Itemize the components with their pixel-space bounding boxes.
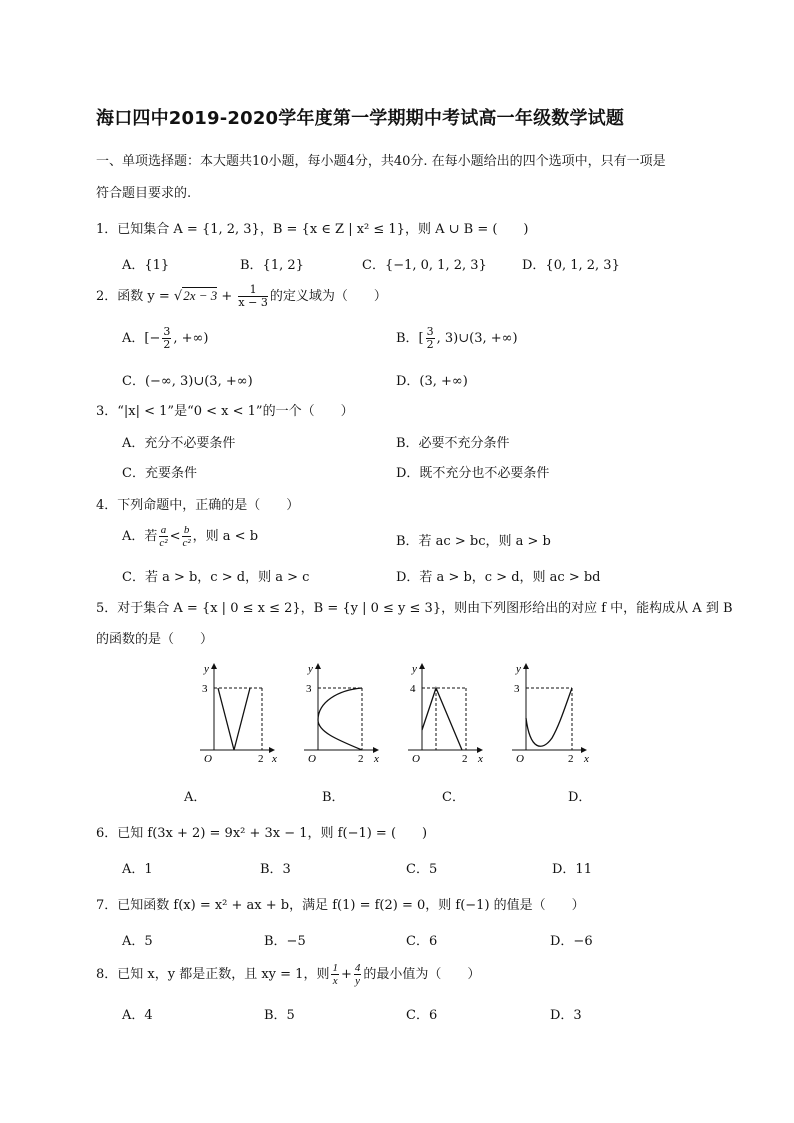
q7-stem: 7．已知函数 f(x) = x² + ax + b，满足 f(1) = f(2) = 0，则 f(−1) 的值是（ ）: [96, 898, 585, 913]
graph-a-xmax: 2: [258, 753, 264, 765]
graph-c-ymax: 4: [410, 683, 416, 695]
graph-b-xmax: 2: [358, 753, 364, 765]
q3-option-b: B．必要不充分条件: [396, 436, 510, 451]
q7-option-d: D．−6: [550, 934, 593, 949]
graph-d-origin: O: [516, 753, 524, 765]
graph-a-curve: [218, 688, 250, 750]
graph-a-ymax: 3: [202, 683, 208, 695]
q5-stem: 5．对于集合 A = {x | 0 ≤ x ≤ 2}，B = {y | 0 ≤ y ≤ 3}，则由下列图形给出的对应 f 中，能构成从 A 到 B: [96, 601, 733, 616]
graph-c-xmax: 2: [462, 753, 468, 765]
section-instructions-line1: 一、单项选择题：本大题共10小题，每小题4分，共40分. 在每小题给出的四个选项中，只有一项是: [96, 154, 666, 169]
q8-option-c: C．6: [406, 1008, 438, 1023]
graph-b: [304, 663, 379, 765]
graph-b-curve: [318, 688, 362, 750]
graph-d: [512, 663, 589, 765]
q2-option-d: D．(3, +∞): [396, 374, 468, 389]
q6-option-d: D．11: [552, 862, 592, 877]
q1-option-b: B．{1, 2}: [240, 258, 304, 273]
q8-stem: 8．已知 x，y 都是正数，且 xy = 1，则 $\frac{1}{x}$ + $\frac{4}{y}$ 的最小值为（ ）: [96, 962, 481, 987]
q4-option-a: A．若 $\frac{a}{\text{c²}}$ < $\frac{b}{\text{c²}}$ ，则 a < b: [122, 524, 259, 549]
page-title: 海口四中2019-2020学年度第一学期期中考试高一年级数学试题: [96, 108, 625, 129]
q1-stem: 1．已知集合 A = {1, 2, 3}，B = {x ∈ Z | x² ≤ 1}，则 A ∪ B = ( ): [96, 222, 529, 237]
q8-option-a: A．4: [122, 1008, 153, 1023]
graph-a-origin: O: [204, 753, 212, 765]
q5-label-c: C．: [442, 790, 465, 805]
q4-option-b: B．若 ac > bc，则 a > b: [396, 534, 551, 549]
q3-option-c: C．充要条件: [122, 466, 197, 481]
q5-graphs: [190, 660, 600, 770]
q7-option-b: B．−5: [264, 934, 306, 949]
q6-option-a: A．1: [122, 862, 153, 877]
q8-option-d: D．3: [550, 1008, 582, 1023]
q7-option-c: C．6: [406, 934, 438, 949]
graph-a: [200, 663, 277, 765]
graph-a-x-label: x: [272, 753, 277, 765]
q8-option-b: B．5: [264, 1008, 295, 1023]
graph-d-x-label: x: [584, 753, 589, 765]
q4-stem: 4．下列命题中，正确的是（ ）: [96, 498, 300, 513]
q5-label-d: D．: [568, 790, 592, 805]
q4-option-c: C．若 a > b，c > d，则 a > c: [122, 570, 310, 585]
q4-option-d: D．若 a > b，c > d，则 ac > bd: [396, 570, 601, 585]
q5-stem-line2: 的函数的是（ ）: [96, 632, 214, 647]
q6-stem: 6．已知 f(3x + 2) = 9x² + 3x − 1，则 f(−1) = ( ): [96, 826, 428, 841]
graph-b-y-label: y: [308, 663, 313, 675]
q1-option-c: C．{−1, 0, 1, 2, 3}: [362, 258, 487, 273]
graph-b-origin: O: [308, 753, 316, 765]
section-instructions-line2: 符合题目要求的.: [96, 186, 192, 201]
graph-c: [408, 663, 483, 765]
graph-a-y-label: y: [204, 663, 209, 675]
q7-option-a: A．5: [122, 934, 153, 949]
q5-label-a: A．: [184, 790, 207, 805]
q2-option-c: C．(−∞, 3)∪(3, +∞): [122, 374, 253, 389]
graph-b-x-label: x: [374, 753, 379, 765]
graph-d-ymax: 3: [514, 683, 520, 695]
graph-d-xmax: 2: [568, 753, 574, 765]
graph-c-x-label: x: [478, 753, 483, 765]
q6-option-b: B．3: [260, 862, 291, 877]
q1-option-d: D．{0, 1, 2, 3}: [522, 258, 620, 273]
q2-option-b: B．[ $\frac{3}{2}$ , 3)∪(3, +∞): [396, 325, 518, 351]
q6-option-c: C．5: [406, 862, 438, 877]
graph-d-curve: [526, 688, 572, 746]
graph-b-ymax: 3: [306, 683, 312, 695]
q2-stem: 2．函数 y = √2x − 3 + $\frac{1}{x - 3}$ 的定义域为（ ）: [96, 283, 387, 309]
q3-option-d: D．既不充分也不必要条件: [396, 466, 550, 481]
q1-option-a: A．{1}: [122, 258, 170, 273]
graph-d-y-label: y: [516, 663, 521, 675]
graph-c-y-label: y: [412, 663, 417, 675]
graph-c-origin: O: [412, 753, 420, 765]
q3-option-a: A．充分不必要条件: [122, 436, 236, 451]
q5-label-b: B．: [322, 790, 345, 805]
graph-c-curve: [422, 688, 462, 750]
q2-option-a: A．[− $\frac{3}{2}$ , +∞): [122, 325, 209, 351]
q3-stem: 3．“|x| < 1”是“0 < x < 1”的一个（ ）: [96, 404, 354, 419]
